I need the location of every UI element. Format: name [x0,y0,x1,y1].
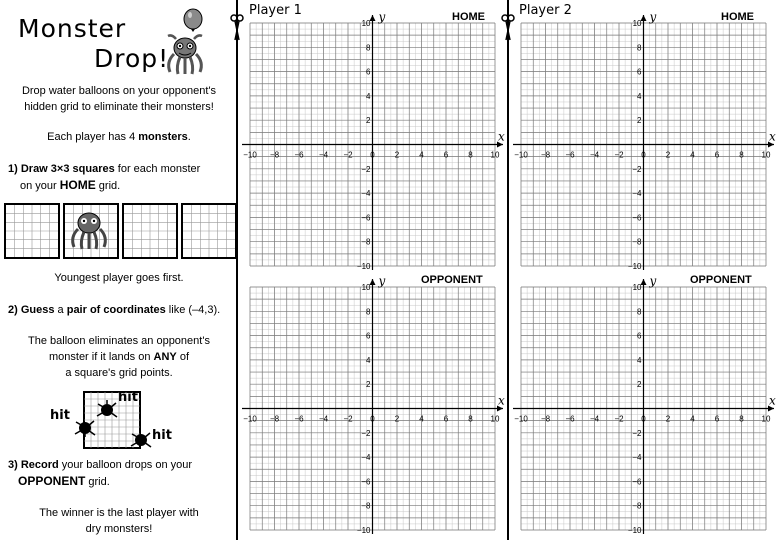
x-tick-label: 8 [739,150,744,160]
y-tick-label: −4 [361,189,371,199]
y-tick-label: 2 [366,116,371,126]
balloon-line-1: The balloon eliminates an opponent's [28,335,210,347]
y-tick-label: −10 [356,262,371,271]
y-tick-label: 6 [366,331,371,341]
y-tick-label: −6 [632,477,642,487]
x-tick-label: 2 [665,150,671,160]
y-tick-label: −2 [361,164,371,174]
player-2-label: Player 2 [519,3,572,18]
x-tick-label: −2 [614,414,624,424]
step-1-number: 1) [8,163,18,175]
x-tick-label: 10 [761,414,771,424]
x-tick-label: −4 [318,414,329,424]
x-tick-label: 4 [419,414,424,424]
winner-line-2: dry monsters! [85,523,153,535]
x-axis-label: x [498,129,505,144]
x-tick-label: −4 [318,150,329,160]
grid-p2-opp [513,274,776,535]
step-3-number: 3) [8,459,18,471]
x-tick-label: 2 [394,414,400,424]
balloon-line-3: a square's grid points. [65,367,173,379]
y-tick-label: 8 [637,307,642,317]
grid-p2-home [513,10,776,271]
y-tick-label: −10 [356,526,371,535]
y-tick-label: 6 [366,67,371,77]
y-tick-label: 4 [366,91,371,101]
x-tick-label: −8 [269,414,280,424]
x-tick-label: −8 [269,150,280,160]
x-tick-label: 0 [370,150,375,160]
x-tick-label: −2 [343,414,353,424]
y-tick-label: 8 [366,307,371,317]
y-tick-label: −10 [627,526,642,535]
x-tick-label: −4 [589,414,600,424]
y-tick-label: 6 [637,331,642,341]
step-1-line2: on your [20,180,60,192]
step-2-number: 2) [8,304,18,316]
x-tick-label: 10 [490,414,500,424]
y-tick-label: −4 [632,189,642,199]
player-2-opponent-label: OPPONENT [690,274,752,286]
step-2-a: a [54,304,67,316]
x-tick-label: 8 [468,414,473,424]
x-tick-label: −6 [294,150,304,160]
grid-p1-opp [242,274,505,535]
x-tick-label: 10 [490,150,500,160]
y-tick-label: −8 [361,237,371,247]
x-tick-label: −8 [540,150,551,160]
y-axis-label: y [649,274,657,288]
step-3-rest: your balloon drops on your [58,459,193,471]
x-tick-label: 8 [739,414,744,424]
x-axis-label: x [769,393,776,408]
y-tick-label: −10 [627,262,642,271]
y-tick-label: −2 [632,428,642,438]
player-1-home-label: HOME [452,11,485,23]
player-1-label: Player 1 [249,3,302,18]
balloon-line-2a: monster if it lands on [48,351,154,363]
y-tick-label: −2 [632,164,642,174]
x-tick-label: −2 [343,150,353,160]
monster-count-post: . [187,131,191,143]
x-tick-label: 6 [443,150,449,160]
hit-label-1: hit [50,408,70,423]
hit-label-3: hit [152,428,172,443]
step-1-end: grid. [95,180,121,192]
hit-label-2: hit [118,390,138,405]
y-tick-label: −8 [632,501,642,511]
x-tick-label: −8 [540,414,551,424]
x-tick-label: −10 [514,150,528,160]
player-2-home-label: HOME [721,11,754,23]
x-tick-label: −6 [294,414,304,424]
step-3-opponent: OPPONENT [18,474,86,488]
monster-count-pre: Each player has 4 [47,131,139,143]
x-tick-label: −6 [565,414,575,424]
y-tick-label: 2 [637,380,642,390]
y-tick-label: 10 [361,19,371,28]
x-tick-label: 4 [690,414,695,424]
y-tick-label: 2 [366,380,371,390]
balloon-line-2b: of [176,351,190,363]
x-tick-label: 0 [370,414,375,424]
y-tick-label: 2 [637,116,642,126]
y-tick-label: −4 [632,453,642,463]
x-tick-label: −10 [243,414,257,424]
x-tick-label: −2 [614,150,624,160]
youngest-text: Youngest player goes first. [54,272,184,284]
x-tick-label: 4 [419,150,424,160]
x-tick-label: 2 [394,150,400,160]
y-tick-label: −8 [632,237,642,247]
grid-p1-home [242,10,505,271]
step-1-action: Draw 3×3 squares [20,163,115,175]
x-tick-label: 0 [641,414,646,424]
y-tick-label: −8 [361,501,371,511]
player-1-opponent-label: OPPONENT [421,274,483,286]
title-line-2: Drop! [94,44,170,73]
y-tick-label: 10 [632,19,642,28]
title-line-1: Monster [18,14,127,43]
x-tick-label: 8 [468,150,473,160]
x-tick-label: −10 [514,414,528,424]
y-tick-label: −6 [632,213,642,223]
x-tick-label: −6 [565,150,575,160]
intro-text: Drop water balloons on your opponent's hidden grid to eliminate their monsters! [21,85,217,113]
y-tick-label: −6 [361,477,371,487]
monster-count-bold: monsters [138,131,188,143]
x-axis-label: x [769,129,776,144]
x-tick-label: 6 [714,150,720,160]
y-axis-label: y [378,274,386,288]
x-tick-label: 6 [714,414,720,424]
x-tick-label: 2 [665,414,671,424]
y-tick-label: 6 [637,67,642,77]
y-tick-label: −6 [361,213,371,223]
step-2-example: like (–4,3). [165,304,221,316]
y-tick-label: 10 [361,283,371,292]
y-tick-label: −4 [361,453,371,463]
y-tick-label: 10 [632,283,642,292]
y-tick-label: 4 [637,355,642,365]
step-2-guess: Guess [20,304,55,316]
y-tick-label: 8 [366,43,371,53]
y-axis-label: y [378,10,386,24]
winner-line-1: The winner is the last player with [39,507,199,519]
step-2-pair: pair of coordinates [66,304,166,316]
step-3-end: grid. [85,476,110,488]
x-tick-label: −4 [589,150,600,160]
x-tick-label: 10 [761,150,771,160]
x-tick-label: 4 [690,150,695,160]
x-axis-label: x [498,393,505,408]
y-tick-label: 8 [637,43,642,53]
y-tick-label: 4 [366,355,371,365]
x-tick-label: −10 [243,150,257,160]
x-tick-label: 0 [641,150,646,160]
step-1-home: HOME [59,178,96,192]
step-3-record: Record [20,459,59,471]
x-tick-label: 6 [443,414,449,424]
balloon-any: ANY [153,351,177,363]
y-tick-label: 4 [637,91,642,101]
y-axis-label: y [649,10,657,24]
step-1-rest: for each monster [114,163,201,175]
y-tick-label: −2 [361,428,371,438]
